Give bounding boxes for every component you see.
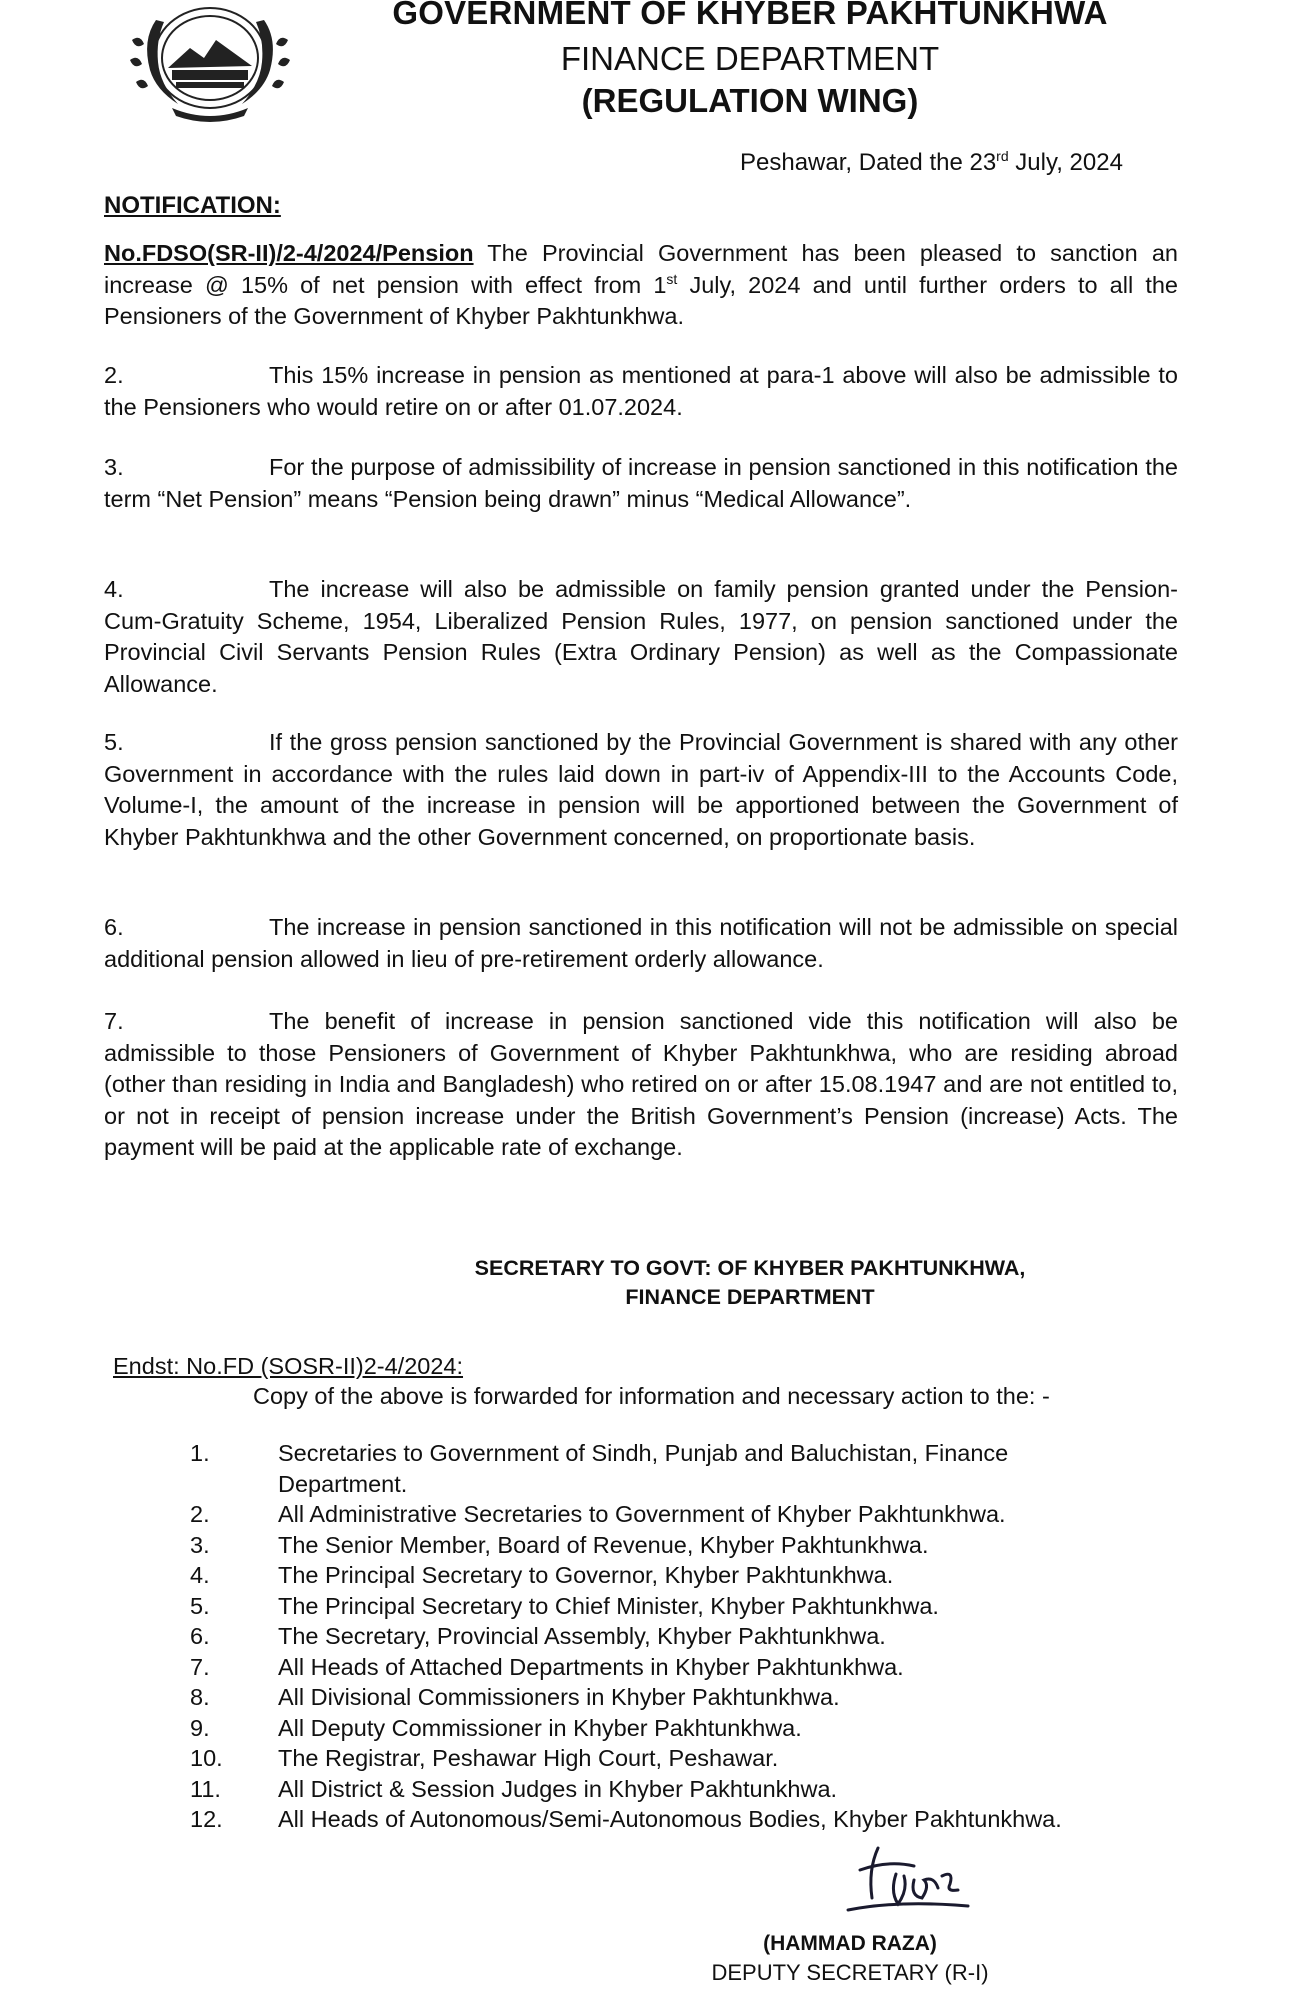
paragraph-1: No.FDSO(SR-II)/2-4/2024/Pension The Provincial Government has been pleased to sanction an increase @ 15% of net pension with effect from 1st July, 2024 and until further orders to all the Pensioners of the Government of Khyber Pakhtunkhwa. bbox=[104, 240, 1178, 329]
endorsement-reference: Endst: No.FD (SOSR-II)2-4/2024: bbox=[113, 1353, 464, 1379]
paragraph-5: 5. If the gross pension sanctioned by the Provincial Government is shared with any other Government in accordance with the rules laid down in part-iv of Appendix-III to the Accounts Code, Volume-I, the amount of the increase in pension will be apportioned between the Government of Khyber Pakhtunkhwa and the other Government concerned, on proportionate basis. bbox=[104, 729, 1178, 850]
header-department: FINANCE DEPARTMENT bbox=[560, 40, 940, 77]
list-item: 1. Secretaries to Government of Sindh, Punjab and Baluchistan, Finance Department. bbox=[190, 1440, 1009, 1497]
list-item: 6. The Secretary, Provincial Assembly, Khyber Pakhtunkhwa. bbox=[190, 1623, 886, 1649]
list-item: 3. The Senior Member, Board of Revenue, Khyber Pakhtunkhwa. bbox=[190, 1531, 929, 1558]
list-item: 5. The Principal Secretary to Chief Minister, Khyber Pakhtunkhwa. bbox=[190, 1592, 939, 1619]
list-item: 12. All Heads of Autonomous/Semi-Autonomous Bodies, Khyber Pakhtunkhwa. bbox=[190, 1806, 1062, 1832]
notification-reference: No.FDSO(SR-II)/2-4/2024/Pension bbox=[104, 240, 474, 266]
paragraph-7: 7. The benefit of increase in pension sanctioned vide this notification will also be admissible to those Pensioners of Government of Khyber Pakhtunkhwa, who are residing abroad (other than residing in India and Bangladesh) who retired on or after 15.08.1947 and are not entitled to, or not in receipt of pension increase under the British Government’s Pension (increase) Acts. The payment will be paid at the applicable rate of exchange. bbox=[104, 1008, 1178, 1160]
handwritten-signature bbox=[838, 1840, 988, 1920]
list-item: 10. The Registrar, Peshawar High Court, Peshawar. bbox=[190, 1745, 779, 1771]
paragraph-6: 6. The increase in pension sanctioned in this notification will not be admissible on special additional pension allowed in lieu of pre-retirement orderly allowance. bbox=[104, 914, 1178, 972]
distribution-list bbox=[190, 1438, 1190, 1835]
endorsement-copy-line: Copy of the above is forwarded for information and necessary action to the: - bbox=[253, 1383, 1050, 1409]
list-item: 7. All Heads of Attached Departments in Khyber Pakhtunkhwa. bbox=[190, 1653, 904, 1680]
paragraph-3: 3. For the purpose of admissibility of increase in pension sanctioned in this notification the term “Net Pension” means “Pension being drawn” minus “Medical Allowance”. bbox=[104, 454, 1178, 512]
signer-designation: DEPUTY SECRETARY (R-I) bbox=[711, 1960, 989, 1985]
signer-name: (HAMMAD RAZA) bbox=[763, 1932, 937, 1955]
list-item: 8. All Divisional Commissioners in Khyber Pakhtunkhwa. bbox=[190, 1684, 840, 1710]
list-item: 2. All Administrative Secretaries to Government of Khyber Pakhtunkhwa. bbox=[190, 1501, 1006, 1527]
date-line: Peshawar, Dated the 23rd July, 2024 bbox=[740, 148, 1123, 176]
list-item: 9. All Deputy Commissioner in Khyber Pakhtunkhwa. bbox=[190, 1714, 802, 1741]
paragraph-4: 4. The increase will also be admissible on family pension granted under the Pension-Cum-Gratuity Scheme, 1954, Liberalized Pension Rules, 1977, on pension sanctioned under the Provincial Civil Servants Pension Rules (Extra Ordinary Pension) as well as the Compassionate Allowance. bbox=[104, 576, 1178, 697]
secretary-title: SECRETARY TO GOVT: OF KHYBER PAKHTUNKHWA, bbox=[474, 1256, 1026, 1280]
list-item: 4. The Principal Secretary to Governor, Khyber Pakhtunkhwa. bbox=[190, 1562, 894, 1588]
government-emblem-icon bbox=[112, 0, 308, 122]
notification-title: NOTIFICATION: bbox=[104, 192, 281, 219]
secretary-department: FINANCE DEPARTMENT bbox=[625, 1285, 875, 1309]
paragraph-2: 2. This 15% increase in pension as mentioned at para-1 above will also be admissible to the Pensioners who would retire on or after 01.07.2024. bbox=[104, 362, 1178, 420]
list-item: 11. All District & Session Judges in Khyber Pakhtunkhwa. bbox=[190, 1775, 838, 1802]
header-government: GOVERNMENT OF KHYBER PAKHTUNKHWA bbox=[392, 0, 1108, 31]
header-wing: (REGULATION WING) bbox=[581, 82, 919, 119]
